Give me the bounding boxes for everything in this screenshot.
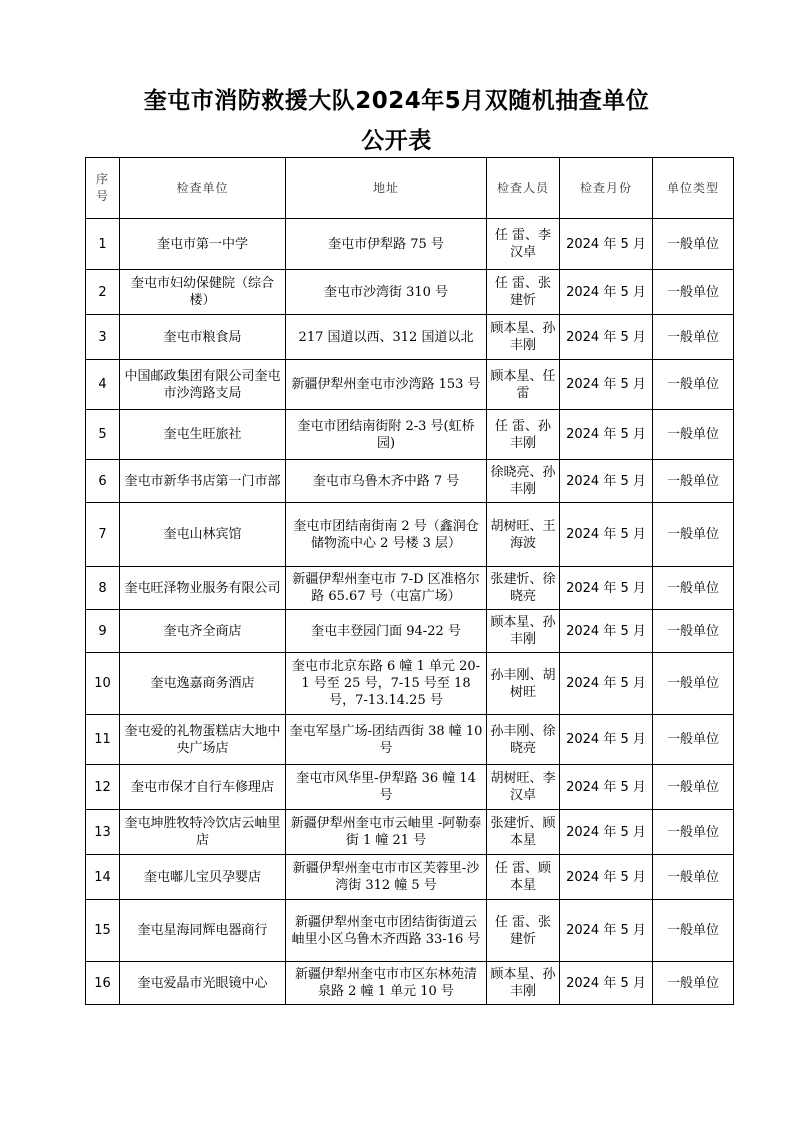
- table-row: [86, 610, 734, 653]
- row-index: 16: [86, 962, 120, 1005]
- header-month: 检查月份: [560, 158, 653, 219]
- row-address: 奎屯市团结南街附 2-3 号(虹桥园): [286, 410, 487, 460]
- row-type: 一般单位: [653, 410, 734, 460]
- row-type: 一般单位: [653, 765, 734, 810]
- row-index: 6: [86, 460, 120, 503]
- row-index: 13: [86, 810, 120, 855]
- table-body: [86, 219, 734, 1005]
- row-address: 奎屯市乌鲁木齐中路 7 号: [286, 460, 487, 503]
- table-row: [86, 962, 734, 1005]
- row-inspectors: 任 雷、张建忻: [487, 900, 560, 962]
- row-index: 1: [86, 219, 120, 270]
- table-row: [86, 410, 734, 460]
- table-row: [86, 460, 734, 503]
- table-row: [86, 360, 734, 410]
- row-address: 奎屯市伊犁路 75 号: [286, 219, 487, 270]
- row-type: 一般单位: [653, 219, 734, 270]
- row-unit: 奎屯爱晶市光眼镜中心: [120, 962, 286, 1005]
- row-address: 奎屯市团结南街南 2 号（鑫润仓储物流中心 2 号楼 3 层）: [286, 503, 487, 567]
- table-row: [86, 765, 734, 810]
- row-address: 奎屯丰登园门面 94-22 号: [286, 610, 487, 653]
- header-inspectors: 检查人员: [487, 158, 560, 219]
- row-type: 一般单位: [653, 610, 734, 653]
- row-unit: 奎屯市新华书店第一门市部: [120, 460, 286, 503]
- row-month: 2024 年 5 月: [560, 810, 653, 855]
- table-row: [86, 715, 734, 765]
- row-address: 新疆伊犁州奎屯市沙湾路 153 号: [286, 360, 487, 410]
- row-inspectors: 张建忻、顾本星: [487, 810, 560, 855]
- header-type: 单位类型: [653, 158, 734, 219]
- row-type: 一般单位: [653, 900, 734, 962]
- inspection-table: [85, 157, 734, 1005]
- row-unit: 奎屯山林宾馆: [120, 503, 286, 567]
- row-month: 2024 年 5 月: [560, 315, 653, 360]
- row-month: 2024 年 5 月: [560, 962, 653, 1005]
- row-index: 12: [86, 765, 120, 810]
- row-inspectors: 张建忻、徐晓亮: [487, 567, 560, 610]
- row-index: 5: [86, 410, 120, 460]
- row-address: 奎屯市北京东路 6 幢 1 单元 20-1 号至 25 号，7-15 号至 18 号，7-13.14.25 号: [286, 653, 487, 715]
- row-index: 15: [86, 900, 120, 962]
- document-title: 奎屯市消防救援大队2024年5月双随机抽查单位: [143, 88, 650, 114]
- row-address: 新疆伊犁州奎屯市市区东林苑清泉路 2 幢 1 单元 10 号: [286, 962, 487, 1005]
- row-month: 2024 年 5 月: [560, 610, 653, 653]
- row-month: 2024 年 5 月: [560, 460, 653, 503]
- row-inspectors: 胡树旺、王海波: [487, 503, 560, 567]
- row-type: 一般单位: [653, 503, 734, 567]
- row-inspectors: 胡树旺、李汉卓: [487, 765, 560, 810]
- row-unit: 奎屯星海同辉电器商行: [120, 900, 286, 962]
- row-index: 10: [86, 653, 120, 715]
- row-inspectors: 徐晓亮、孙丰刚: [487, 460, 560, 503]
- row-unit: 奎屯齐全商店: [120, 610, 286, 653]
- row-inspectors: 孙丰刚、胡树旺: [487, 653, 560, 715]
- row-index: 2: [86, 270, 120, 315]
- row-inspectors: 顾本星、孙丰刚: [487, 315, 560, 360]
- header-address: 地址: [286, 158, 487, 219]
- table-row: [86, 567, 734, 610]
- row-index: 3: [86, 315, 120, 360]
- row-unit: 中国邮政集团有限公司奎屯市沙湾路支局: [120, 360, 286, 410]
- row-type: 一般单位: [653, 567, 734, 610]
- row-index: 7: [86, 503, 120, 567]
- row-month: 2024 年 5 月: [560, 219, 653, 270]
- row-unit: 奎屯嘟儿宝贝孕婴店: [120, 855, 286, 900]
- row-month: 2024 年 5 月: [560, 503, 653, 567]
- row-index: 8: [86, 567, 120, 610]
- row-type: 一般单位: [653, 653, 734, 715]
- table-row: [86, 810, 734, 855]
- row-month: 2024 年 5 月: [560, 360, 653, 410]
- row-unit: 奎屯逸嘉商务酒店: [120, 653, 286, 715]
- row-address: 新疆伊犁州奎屯市团结街街道云岫里小区乌鲁木齐西路 33-16 号: [286, 900, 487, 962]
- row-inspectors: 任 雷、顾本星: [487, 855, 560, 900]
- row-month: 2024 年 5 月: [560, 900, 653, 962]
- header-unit: 检查单位: [120, 158, 286, 219]
- row-inspectors: 任 雷、张建忻: [487, 270, 560, 315]
- row-address: 新疆伊犁州奎屯市市区芙蓉里-沙湾街 312 幢 5 号: [286, 855, 487, 900]
- row-inspectors: 顾本星、任 雷: [487, 360, 560, 410]
- table-row: [86, 315, 734, 360]
- row-type: 一般单位: [653, 270, 734, 315]
- row-unit: 奎屯旺泽物业服务有限公司: [120, 567, 286, 610]
- row-type: 一般单位: [653, 360, 734, 410]
- row-month: 2024 年 5 月: [560, 715, 653, 765]
- row-month: 2024 年 5 月: [560, 270, 653, 315]
- row-address: 奎屯军垦广场-团结西街 38 幢 10 号: [286, 715, 487, 765]
- table-row: [86, 219, 734, 270]
- row-index: 14: [86, 855, 120, 900]
- row-month: 2024 年 5 月: [560, 653, 653, 715]
- row-type: 一般单位: [653, 315, 734, 360]
- row-address: 新疆伊犁州奎屯市 7-D 区准格尔路 65.67 号（屯富广场）: [286, 567, 487, 610]
- row-month: 2024 年 5 月: [560, 410, 653, 460]
- table-row: [86, 900, 734, 962]
- table-row: [86, 653, 734, 715]
- row-unit: 奎屯爱的礼物蛋糕店大地中央广场店: [120, 715, 286, 765]
- row-unit: 奎屯市第一中学: [120, 219, 286, 270]
- row-month: 2024 年 5 月: [560, 567, 653, 610]
- row-address: 217 国道以西、312 国道以北: [286, 315, 487, 360]
- row-type: 一般单位: [653, 810, 734, 855]
- row-unit: 奎屯生旺旅社: [120, 410, 286, 460]
- row-index: 11: [86, 715, 120, 765]
- row-type: 一般单位: [653, 715, 734, 765]
- document-subtitle: 公开表: [361, 128, 432, 154]
- row-unit: 奎屯坤胜牧特冷饮店云岫里店: [120, 810, 286, 855]
- row-month: 2024 年 5 月: [560, 765, 653, 810]
- row-index: 4: [86, 360, 120, 410]
- row-month: 2024 年 5 月: [560, 855, 653, 900]
- row-address: 奎屯市风华里-伊犁路 36 幢 14 号: [286, 765, 487, 810]
- table-row: [86, 270, 734, 315]
- row-type: 一般单位: [653, 962, 734, 1005]
- row-inspectors: 孙丰刚、徐晓亮: [487, 715, 560, 765]
- table-row: [86, 855, 734, 900]
- row-unit: 奎屯市粮食局: [120, 315, 286, 360]
- row-inspectors: 任 雷、孙丰刚: [487, 410, 560, 460]
- table-row: [86, 503, 734, 567]
- row-index: 9: [86, 610, 120, 653]
- row-type: 一般单位: [653, 460, 734, 503]
- row-unit: 奎屯市保才自行车修理店: [120, 765, 286, 810]
- row-address: 奎屯市沙湾街 310 号: [286, 270, 487, 315]
- row-unit: 奎屯市妇幼保健院（综合楼）: [120, 270, 286, 315]
- row-inspectors: 顾本星、孙丰刚: [487, 962, 560, 1005]
- row-inspectors: 顾本星、孙丰刚: [487, 610, 560, 653]
- row-inspectors: 任 雷、李汉卓: [487, 219, 560, 270]
- row-address: 新疆伊犁州奎屯市云岫里 -阿勒泰街 1 幢 21 号: [286, 810, 487, 855]
- row-type: 一般单位: [653, 855, 734, 900]
- header-index: 序号: [86, 158, 120, 219]
- header-row: [86, 158, 734, 219]
